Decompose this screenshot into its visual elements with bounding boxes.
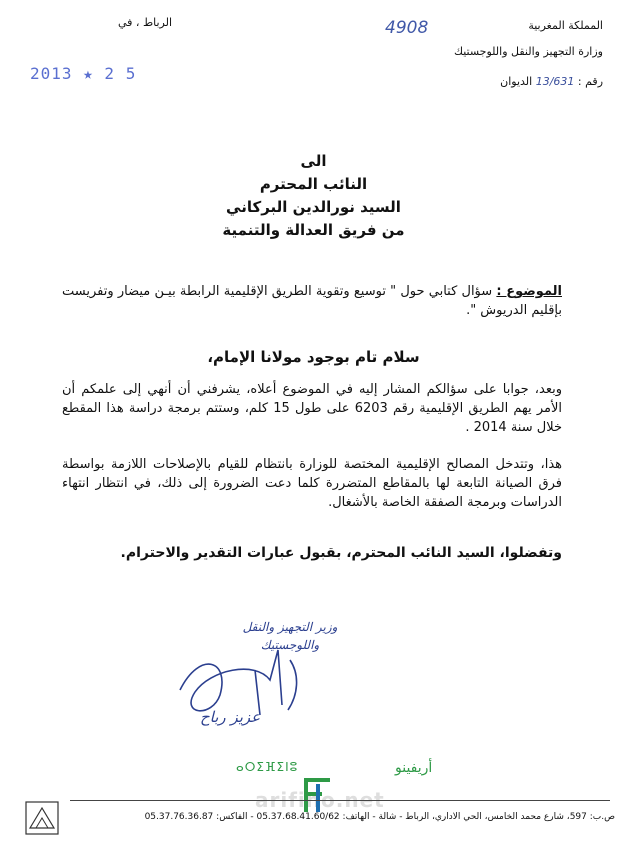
recipient-block: [0, 150, 627, 242]
watermark-logo-icon: [300, 776, 336, 814]
signature-title-line-2: واللوجستيك: [260, 638, 320, 652]
signatory-name: عزيز رباح: [200, 708, 261, 726]
recipient-line-title: النائب المحترم: [259, 175, 368, 193]
watermark-tifinagh: ⴰⵔⵉⴼⵉⵏⵓ: [236, 760, 299, 774]
footer-address: ص.ب: 597، شارع محمد الخامس، الحي الاداري، الرباط - شالة - الهاتف: 05.37.68.41.60/62 - الفاكس: 05.37.76.36.87: [144, 812, 615, 822]
date-stamp: 2013 ★ 2 5: [30, 64, 137, 83]
handwritten-number: 4908: [385, 18, 429, 38]
signature-title: [230, 618, 350, 654]
reference-number: 13/631: [535, 75, 575, 88]
closing-formula: وتفضلوا، السيد النائب المحترم، بقبول عبارات التقدير والاحترام.: [120, 545, 562, 561]
reference-suffix: الديوان: [500, 75, 533, 88]
body-paragraph-2: هذا، وتتدخل المصالح الإقليمية المختصة للوزارة بانتظام للقيام بالإصلاحات اللازمة بواسطة فرق الصيانة التابعة لها بالمقاطع المتضررة كلما دعت الضرورة إلى ذلك، في انتظار انتهاء الدراسات وبرمجة الصفقة الخاصة بالأشغال.: [62, 457, 562, 510]
reference-line: [403, 72, 603, 92]
subject-text: سؤال كتابي حول " توسيع وتقوية الطريق الإقليمية الرابطة بيـن ميضار وتفريست بإقليم الدريوش ".: [62, 284, 562, 318]
kingdom-label: المملكة المغربية: [528, 19, 603, 32]
subject-line: [62, 282, 562, 320]
footer-divider: [70, 800, 610, 801]
body-paragraph-1: وبعد، جوابا على سؤالكم المشار إليه في الموضوع أعلاه، يشرفني أن أنهي إلى علمكم أن الأمر يهم الطريق الإقليمية رقم 6203 على طول 15 كلم، وستتم برمجة دراسة هذا المقطع خلال سنة 2014 .: [62, 382, 562, 435]
watermark-arabic: أريفينو: [395, 760, 433, 776]
letterhead: [403, 16, 603, 92]
recipient-line-party: من فريق العدالة والتنمية: [222, 221, 405, 239]
subject-label: الموضوع :: [496, 284, 562, 299]
recipient-line-name: السيد نورالدين البركاني: [226, 198, 401, 216]
ministry-emblem-icon: [24, 800, 60, 836]
greeting: سلام تام بوجود مولانا الإمام،: [207, 348, 420, 366]
ministry-label: وزارة التجهيز والنقل واللوجستيك: [453, 45, 603, 58]
signature-title-line-1: وزير التجهيز والنقل: [242, 620, 338, 634]
recipient-line-to: الى: [300, 152, 327, 170]
place-date: الرباط ، في: [118, 16, 173, 29]
reference-prefix: رقم :: [577, 75, 603, 88]
